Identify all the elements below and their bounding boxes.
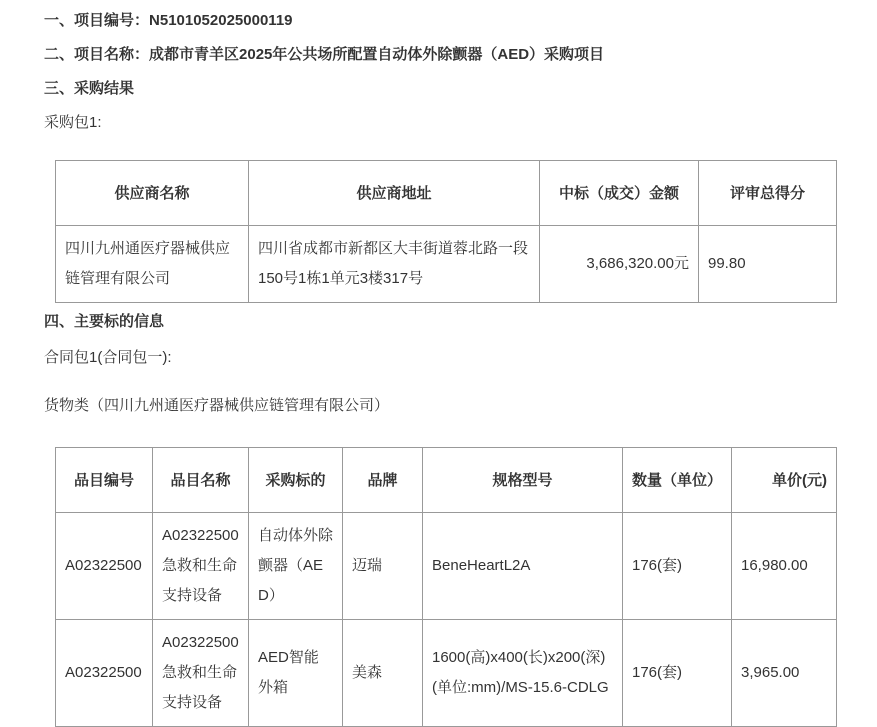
cell-supplier-name: 四川九州通医疗器械供应链管理有限公司: [56, 226, 249, 303]
project-name-value: 成都市青羊区2025年公共场所配置自动体外除颤器（AED）采购项目: [149, 46, 605, 63]
header-spec-model: 规格型号: [423, 448, 623, 513]
header-unit-price: 单价(元): [732, 448, 837, 513]
project-number-line: [44, 10, 839, 31]
project-number-value: N5101052025000119: [149, 12, 293, 29]
project-number-label: 一、项目编号：: [44, 12, 150, 29]
result-table-row: [56, 226, 837, 303]
cell-brand: 美森: [343, 620, 423, 727]
procurement-package-label: 采购包1:: [44, 114, 102, 131]
header-quantity-unit: 数量（单位）: [623, 448, 732, 513]
items-table-header-row: [56, 448, 837, 513]
procurement-result-heading: 三、采购结果: [44, 80, 135, 97]
cell-procurement-target: 自动体外除颤器（AED）: [249, 513, 343, 620]
cell-procurement-target: AED智能外箱: [249, 620, 343, 727]
goods-category-label: 货物类（四川九州通医疗器械供应链管理有限公司）: [44, 397, 390, 414]
cell-brand: 迈瑞: [343, 513, 423, 620]
header-brand: 品牌: [343, 448, 423, 513]
project-name-line: [44, 44, 839, 65]
cell-spec-model: BeneHeartL2A: [423, 513, 623, 620]
result-table-header-row: [56, 161, 837, 226]
contract-package-label: 合同包1(合同包一):: [44, 349, 172, 366]
cell-quantity-unit: 176(套): [623, 620, 732, 727]
cell-supplier-address: 四川省成都市新都区大丰街道蓉北路一段150号1栋1单元3楼317号: [249, 226, 540, 303]
header-procurement-target: 采购标的: [249, 448, 343, 513]
header-item-name: 品目名称: [153, 448, 249, 513]
header-award-amount: 中标（成交）金额: [540, 161, 699, 226]
items-table-row-aed: [56, 513, 837, 620]
header-supplier-address: 供应商地址: [249, 161, 540, 226]
header-supplier-name: 供应商名称: [56, 161, 249, 226]
cell-unit-price: 3,965.00: [732, 620, 837, 727]
cell-item-code: A02322500: [56, 513, 153, 620]
items-table-row-cabinet: [56, 620, 837, 727]
cell-item-code: A02322500: [56, 620, 153, 727]
main-subject-items-table: [55, 447, 837, 727]
header-review-score: 评审总得分: [699, 161, 837, 226]
project-name-label: 二、项目名称：: [44, 46, 150, 63]
cell-unit-price: 16,980.00: [732, 513, 837, 620]
header-item-code: 品目编号: [56, 448, 153, 513]
cell-review-score: 99.80: [699, 226, 837, 303]
cell-spec-model: 1600(高)x400(长)x200(深)(单位:mm)/MS-15.6-CDLG: [423, 620, 623, 727]
cell-item-name: A02322500急救和生命支持设备: [153, 620, 249, 727]
cell-quantity-unit: 176(套): [623, 513, 732, 620]
cell-item-name: A02322500急救和生命支持设备: [153, 513, 249, 620]
cell-award-amount: 3,686,320.00元: [540, 226, 699, 303]
main-subject-info-heading: 四、主要标的信息: [44, 313, 165, 330]
procurement-result-table: [55, 160, 837, 303]
